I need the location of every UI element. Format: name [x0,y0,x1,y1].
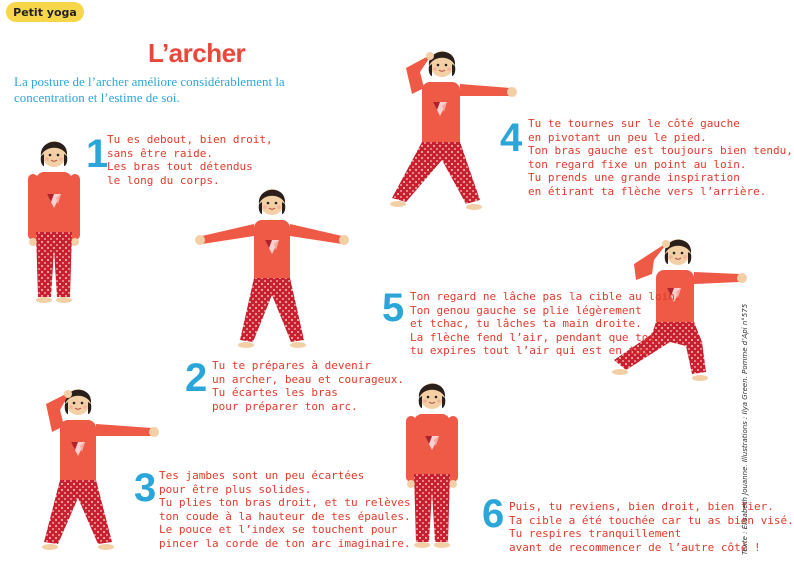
figure-step-1 [22,132,86,307]
step-2-line: Tu te prépares à devenir [212,359,371,372]
step-5-line: tu expires tout l’air qui est en toi. [410,344,656,357]
credits-vertical: Texte : Élisabeth Jouanne. Illustrations : Ilya Green. Pomme d’Api n°575 [741,303,749,555]
step-number-5: 5 [382,286,405,330]
step-text-1 [107,133,273,187]
step-6-line: Puis, tu reviens, bien droit, bien fier. [509,500,774,513]
step-3-line: Tes jambes sont un peu écartées [159,469,365,482]
step-text-5 [410,290,682,358]
step-5-line: La flèche fend l’air, pendant que toi, [410,330,662,344]
step-3-line: Le pouce et l’index se touchent pour [159,523,398,536]
step-6-line: Ta cible a été touchée car tu as bien visé. [509,513,794,527]
step-1-line: le long du corps. [107,173,220,187]
page-title: L’archer [148,38,246,68]
step-3-line: pour être plus solides. [159,482,312,496]
step-4-line: ton regard fixe un point au loin. [528,157,747,171]
step-4-line: en étirant ta flèche vers l’arrière. [528,184,767,198]
page-subtitle: La posture de l’archer améliore considérablement la concentration et l’estime de soi. [14,74,285,105]
step-number-1: 1 [86,132,109,176]
step-5-line: Ton genou gauche se plie légèrement [410,303,642,317]
step-3-line: pincer la corde de ton arc imaginaire. [159,536,411,550]
step-number-2: 2 [185,356,208,400]
step-4-line: Tu te tournes sur le côté gauche [528,117,740,130]
step-2-line: Tu écartes les bras [212,386,338,399]
step-2-line: pour préparer ton arc. [212,399,358,413]
step-6-line: avant de recommencer de l’autre côté ! [509,540,761,554]
step-1-line: Les bras tout détendus [107,160,253,173]
step-6-line: Tu respires tranquillement [509,527,682,540]
step-text-4 [528,117,793,198]
step-text-6 [509,500,794,554]
step-number-3: 3 [134,466,157,510]
category-badge: Petit yoga [6,2,84,22]
step-text-2 [212,359,404,413]
step-4-line: Tu prends une grande inspiration [528,171,740,184]
step-5-line: et tchac, tu lâches ta main droite. [410,317,642,330]
step-5-line: Ton regard ne lâche pas la cible au loin. [410,290,682,303]
figure-step-2 [194,180,350,352]
step-4-line: en pivotant un peu le pied. [528,130,707,144]
step-1-line: sans être raide. [107,146,213,160]
figure-step-4 [384,42,518,214]
step-number-6: 6 [482,492,505,536]
step-4-line: Ton bras gauche est toujours bien tendu, [528,144,793,157]
step-text-3 [159,469,411,550]
step-1-line: Tu es debout, bien droit, [107,133,273,146]
step-3-line: Tu plies ton bras droit, et tu relèves [159,496,411,509]
step-2-line: un archer, beau et courageux. [212,372,405,386]
step-number-4: 4 [500,116,523,160]
step-3-line: ton coude à la hauteur de tes épaules. [159,509,411,523]
